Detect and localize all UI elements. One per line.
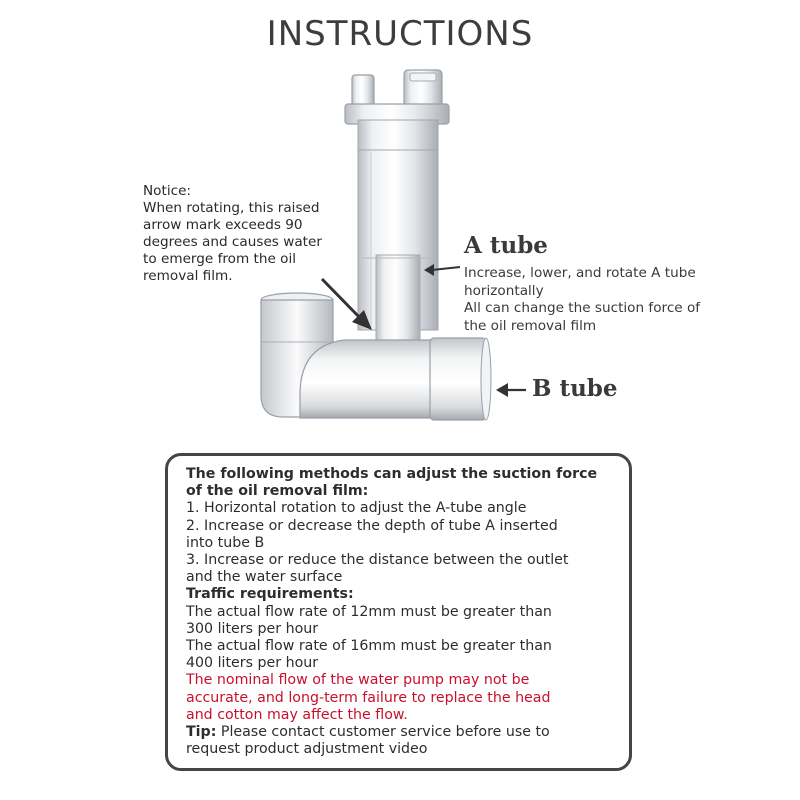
top-cap xyxy=(345,70,449,154)
notice-text xyxy=(143,183,368,285)
page-title: INSTRUCTIONS xyxy=(266,14,534,54)
tip-label: Tip: xyxy=(186,724,217,741)
traffic-line: The actual flow rate of 16mm must be greater than xyxy=(186,638,552,655)
a-tube-line: the oil removal film xyxy=(464,317,597,334)
b-tube-shape xyxy=(300,338,491,420)
warning-line: accurate, and long-term failure to replace the head xyxy=(186,689,551,706)
method-line: and the water surface xyxy=(186,569,343,586)
notice-line: arrow mark exceeds 90 xyxy=(143,217,303,233)
a-tube-label: A tube xyxy=(464,232,548,259)
notice-line: When rotating, this raised xyxy=(143,200,320,216)
traffic-line: 400 liters per hour xyxy=(186,655,319,672)
a-tube-line: All can change the suction force of xyxy=(464,300,701,316)
tip-line xyxy=(186,724,611,741)
method-line: 1. Horizontal rotation to adjust the A-tube angle xyxy=(186,500,527,517)
instructions-box xyxy=(165,453,632,771)
notice-line: degrees and causes water xyxy=(143,234,322,250)
a-tube-shape xyxy=(358,150,438,355)
b-tube-arrow xyxy=(496,383,526,397)
warning-line: The nominal flow of the water pump may not be xyxy=(186,672,530,689)
a-tube-line: horizontally xyxy=(464,282,544,299)
a-tube-line: Increase, lower, and rotate A tube xyxy=(464,265,696,281)
warning-line: and cotton may affect the flow. xyxy=(186,706,408,723)
method-line: 3. Increase or reduce the distance between the outlet xyxy=(186,552,569,569)
traffic-line: The actual flow rate of 12mm must be greater than xyxy=(186,603,552,620)
box-heading-line: of the oil removal film: xyxy=(186,483,369,500)
b-tube-label: B tube xyxy=(532,375,618,402)
method-line: 2. Increase or decrease the depth of tube A inserted xyxy=(186,517,558,534)
tip-line: request product adjustment video xyxy=(186,741,428,758)
box-heading-line: The following methods can adjust the suction force xyxy=(186,466,598,482)
method-line: into tube B xyxy=(186,534,265,551)
notice-line: to emerge from the oil xyxy=(143,251,297,267)
a-tube-description xyxy=(464,265,784,335)
traffic-line: 300 liters per hour xyxy=(186,620,319,637)
tip-text: Please contact customer service before use to xyxy=(216,724,550,741)
notice-heading: Notice: xyxy=(143,183,192,199)
traffic-heading: Traffic requirements: xyxy=(186,586,354,603)
notice-line: removal film. xyxy=(143,268,233,284)
